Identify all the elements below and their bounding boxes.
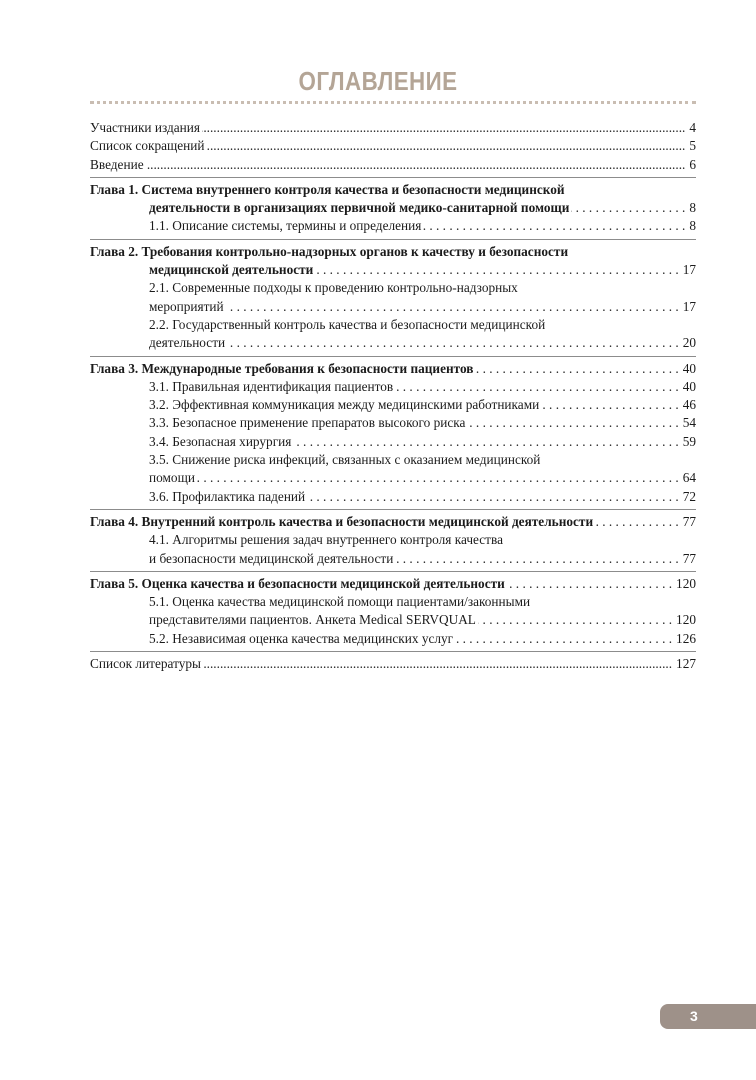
chapter-4-entry[interactable] xyxy=(90,513,696,531)
toc-entry-2-2-line1[interactable]: 2.2. Государственный контроль качества и безопасности медицинской xyxy=(149,316,546,332)
toc-entry-page: 72 xyxy=(682,488,696,504)
toc-entry-label: 5.2. Независимая оценка качества медицинских услуг xyxy=(149,630,454,646)
toc-entry-page: 4 xyxy=(689,120,696,135)
page-number-tab: 3 xyxy=(660,1004,756,1029)
dot-leader xyxy=(395,555,678,568)
toc-entry-label: Глава 4. Внутренний контроль качества и безопасности медицинской деятельности xyxy=(90,513,594,529)
toc-entry-page: 17 xyxy=(682,262,696,278)
toc-entry-label: помощи xyxy=(149,470,195,486)
dot-leader xyxy=(202,124,685,137)
toc-entry-page: 40 xyxy=(682,360,696,376)
toc-entry-participants[interactable] xyxy=(90,119,696,137)
toc-entry-label: деятельности в организациях первичной медико-санитарной помощи xyxy=(149,200,570,216)
toc-entry-label: 3.2. Эффективная коммуникация между медицинскими работниками xyxy=(149,397,540,413)
toc-entry-label: и безопасности медицинской деятельности xyxy=(149,550,394,566)
toc-entry-3-5-line1[interactable]: 3.5. Снижение риска инфекций, связанных с оказанием медицинской xyxy=(149,452,541,468)
dot-leader xyxy=(227,339,679,352)
dot-leader xyxy=(293,438,678,451)
dot-leader xyxy=(226,303,679,316)
toc-entry-label: 3.4. Безопасная хирургия xyxy=(149,433,292,449)
toc-entry-label: 1.1. Описание системы, термины и определения xyxy=(149,218,422,234)
toc-entry-page: 120 xyxy=(676,575,696,591)
toc-entry-page: 17 xyxy=(682,298,696,314)
toc-entry-page: 5 xyxy=(689,138,696,154)
toc-entry-4-1[interactable] xyxy=(90,550,696,568)
section-divider xyxy=(90,509,696,510)
toc-entry-label: Введение xyxy=(90,156,144,172)
toc-entry-page: 54 xyxy=(682,415,696,431)
toc-entry-abbreviations[interactable] xyxy=(90,137,696,155)
dot-leader xyxy=(478,616,672,629)
toc-entry-5-1-line1[interactable]: 5.1. Оценка качества медицинской помощи пациентами/законными xyxy=(149,594,531,610)
toc-entry-page: 46 xyxy=(682,397,696,413)
dot-leader xyxy=(467,419,678,432)
toc-entry-label: 3.3. Безопасное применение препаратов высокого риска xyxy=(149,415,466,431)
chapter-2-title-line1[interactable]: Глава 2. Требования контрольно-надзорных органов к качеству и безопасности xyxy=(90,243,569,259)
chapter-5-entry[interactable] xyxy=(90,575,696,593)
toc-entry-label: Список сокращений xyxy=(90,138,205,154)
toc-entry-page: 6 xyxy=(689,156,696,172)
title-dotted-rule xyxy=(90,101,696,104)
section-divider xyxy=(90,177,696,178)
toc-entry-label: медицинской деятельности xyxy=(149,262,314,278)
toc-entry-label: Глава 3. Международные требования к безопасности пациентов xyxy=(90,360,474,376)
toc-entry-page: 8 xyxy=(689,218,696,234)
toc-entry-label: 3.1. Правильная идентификация пациентов xyxy=(149,378,394,394)
toc-entry-page: 126 xyxy=(676,630,696,646)
dot-leader xyxy=(203,660,672,673)
toc-entry-page: 120 xyxy=(676,612,696,628)
dot-leader xyxy=(197,474,679,487)
chapter-3-entry[interactable] xyxy=(90,360,696,378)
page-title: ОГЛАВЛЕНИЕ xyxy=(298,66,458,96)
toc-entry-3-3[interactable] xyxy=(90,414,696,432)
toc-entry-page: 127 xyxy=(676,656,696,672)
toc-entry-label: представителями пациентов. Анкета Medical SERVQUAL xyxy=(149,612,476,628)
dot-leader xyxy=(395,383,679,396)
section-divider xyxy=(90,239,696,240)
toc-entry-3-5[interactable] xyxy=(90,469,696,487)
toc-entry-3-6[interactable] xyxy=(90,488,696,506)
section-divider xyxy=(90,356,696,357)
toc-entry-references[interactable] xyxy=(90,655,696,673)
toc-entry-label: мероприятий xyxy=(149,298,224,314)
toc-entry-label: Глава 5. Оценка качества и безопасности медицинской деятельности xyxy=(90,575,505,591)
toc-entry-2-2[interactable] xyxy=(90,334,696,352)
toc-entry-page: 20 xyxy=(682,335,696,351)
toc-entry-5-1[interactable] xyxy=(90,611,696,629)
chapter-1-title-line1[interactable]: Глава 1. Система внутреннего контроля качества и безопасности медицинской xyxy=(90,181,565,197)
chapter-1-entry[interactable] xyxy=(90,199,696,217)
toc-entry-label: 3.6. Профилактика падений xyxy=(149,488,306,504)
toc-entry-4-1-line1[interactable]: 4.1. Алгоритмы решения задач внутреннего контроля качества xyxy=(149,532,503,548)
dot-leader xyxy=(595,518,679,531)
toc-entry-label: Список литературы xyxy=(90,656,201,672)
dot-leader xyxy=(315,266,678,279)
dot-leader xyxy=(146,161,686,174)
toc-entry-1-1[interactable] xyxy=(90,217,696,235)
toc-entry-page: 40 xyxy=(682,378,696,394)
toc-entry-page: 59 xyxy=(682,433,696,449)
dot-leader xyxy=(206,142,685,155)
dot-leader xyxy=(571,204,685,217)
dot-leader xyxy=(455,635,672,648)
dot-leader xyxy=(541,401,678,414)
dot-leader xyxy=(476,365,679,378)
section-divider xyxy=(90,651,696,652)
toc-entry-label: Участники издания xyxy=(90,120,200,135)
toc-entry-5-2[interactable] xyxy=(90,630,696,648)
dot-leader xyxy=(423,222,685,235)
section-divider xyxy=(90,571,696,572)
toc-entry-introduction[interactable] xyxy=(90,156,696,174)
toc-entry-2-1-line1[interactable]: 2.1. Современные подходы к проведению контрольно-надзорных xyxy=(149,280,518,296)
dot-leader xyxy=(507,580,672,593)
toc-entry-2-1[interactable] xyxy=(90,298,696,316)
toc-entry-3-4[interactable] xyxy=(90,433,696,451)
dot-leader xyxy=(307,493,679,506)
toc-entry-page: 77 xyxy=(682,513,696,529)
toc-entry-3-2[interactable] xyxy=(90,396,696,414)
chapter-2-entry[interactable] xyxy=(90,261,696,279)
toc-entry-label: деятельности xyxy=(149,335,226,351)
toc-entry-3-1[interactable] xyxy=(90,378,696,396)
toc-entry-page: 64 xyxy=(682,470,696,486)
toc-entry-page: 77 xyxy=(682,550,696,566)
table-of-contents xyxy=(90,119,696,673)
toc-entry-page: 8 xyxy=(689,200,696,216)
